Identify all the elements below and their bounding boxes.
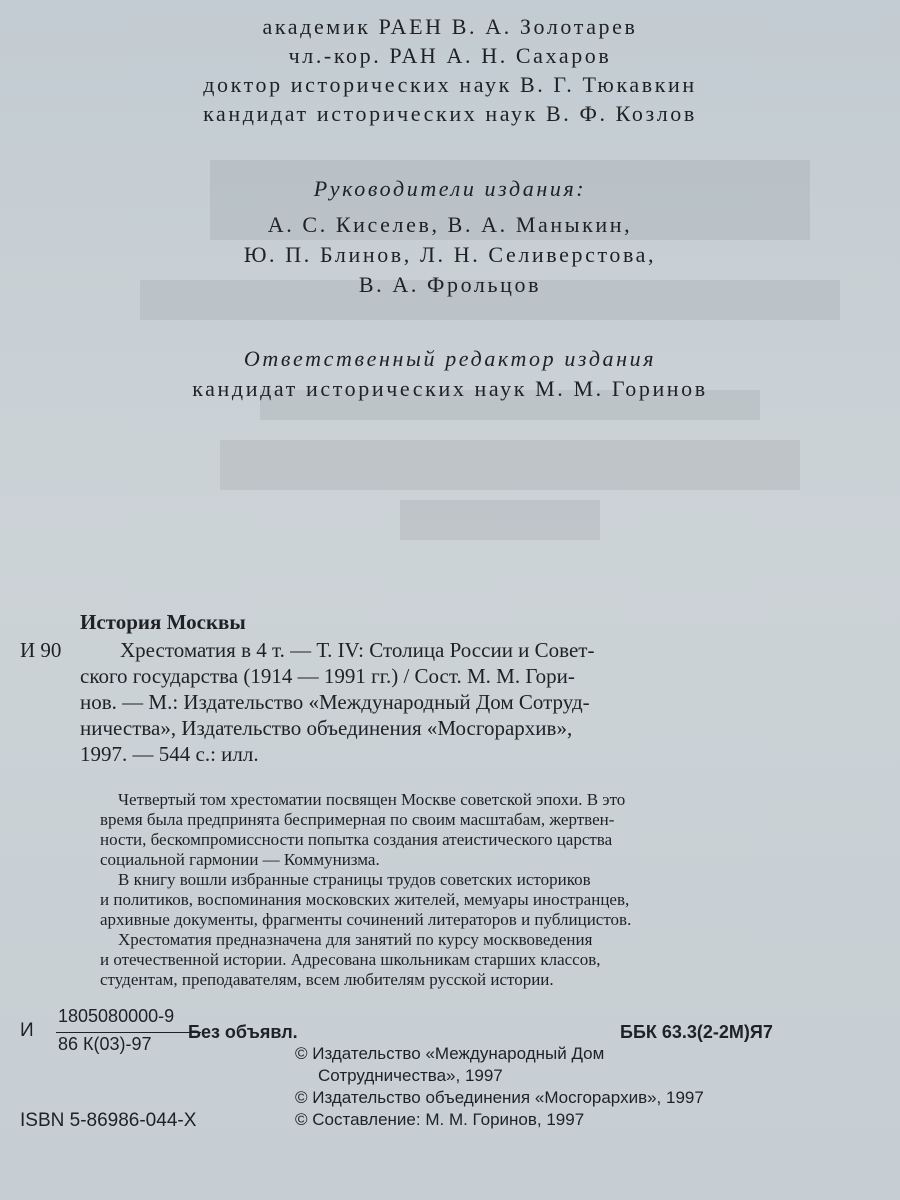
no-announcement: Без объявл. (188, 1022, 298, 1042)
editor-heading: Ответственный редактор издания (243, 346, 657, 371)
copyright-line: © Издательство объединения «Мосгорархив», 1997 (295, 1088, 704, 1107)
manager-line: Ю. П. Блинов, Л. Н. Селиверстова, (243, 242, 657, 267)
managers-heading: Руководители издания: (313, 176, 587, 201)
bib-line: ского государства (1914 — 1991 гг.) / Сост. М. М. Гори- (80, 664, 575, 688)
annotation-line: Четвертый том хрестоматии посвящен Москве советской эпохи. В это (118, 790, 626, 809)
annotation-line: архивные документы, фрагменты сочинений литераторов и публицистов. (100, 910, 632, 929)
annotation-line: и политиков, воспоминания московских жителей, мемуары иностранцев, (100, 890, 630, 909)
copyright-line: Сотрудничества», 1997 (318, 1066, 503, 1085)
annotation-line: ности, бескомпромиссности попытка создания атеистического царства (100, 830, 613, 849)
fraction-denominator: 86 К(03)-97 (58, 1034, 152, 1054)
annotation-line: социальной гармонии — Коммунизма. (100, 850, 380, 869)
fraction-prefix: И (20, 1020, 34, 1041)
bib-line: Хрестоматия в 4 т. — Т. IV: Столица России и Совет- (120, 638, 595, 662)
annotation-line: и отечественной истории. Адресована школьникам старших классов, (100, 950, 601, 969)
annotation-line: студентам, преподавателям, всем любителям русской истории. (100, 970, 554, 989)
copyright-line: © Составление: М. М. Горинов, 1997 (295, 1110, 585, 1129)
bib-line: нов. — М.: Издательство «Международный Дом Сотруд- (80, 690, 590, 714)
annotation-line: Хрестоматия предназначена для занятий по курсу москвоведения (118, 930, 593, 949)
isbn: ISBN 5-86986-044-X (20, 1110, 197, 1131)
copyright-line: © Издательство «Международный Дом (295, 1044, 605, 1063)
manager-line: А. С. Киселев, В. А. Маныкин, (267, 212, 633, 237)
editor-line: кандидат исторических наук М. М. Горинов (192, 376, 708, 401)
publication-code-fraction (20, 1008, 320, 1058)
manager-line: В. А. Фрольцов (358, 272, 542, 297)
annotation-line: В книгу вошли избранные страницы трудов советских историков (118, 870, 591, 889)
catalog-index: И 90 (20, 638, 62, 662)
author-line: академик РАЕН В. А. Золотарев (262, 14, 638, 39)
fraction-bar (56, 1032, 201, 1033)
bbk-code: ББК 63.3(2-2М)Я7 (620, 1022, 773, 1042)
fraction-numerator: 1805080000-9 (58, 1006, 175, 1026)
bib-line: ничества», Издательство объединения «Мосгорархив», (80, 716, 573, 740)
annotation-line: время была предпринята беспримерная по своим масштабам, жертвен- (100, 810, 615, 829)
bib-line: 1997. — 544 с.: илл. (80, 742, 259, 766)
author-line: доктор исторических наук В. Г. Тюкавкин (203, 72, 697, 97)
author-line: чл.-кор. РАН А. Н. Сахаров (288, 43, 612, 68)
author-line: кандидат исторических наук В. Ф. Козлов (203, 101, 697, 126)
catalog-title: История Москвы (80, 610, 246, 634)
